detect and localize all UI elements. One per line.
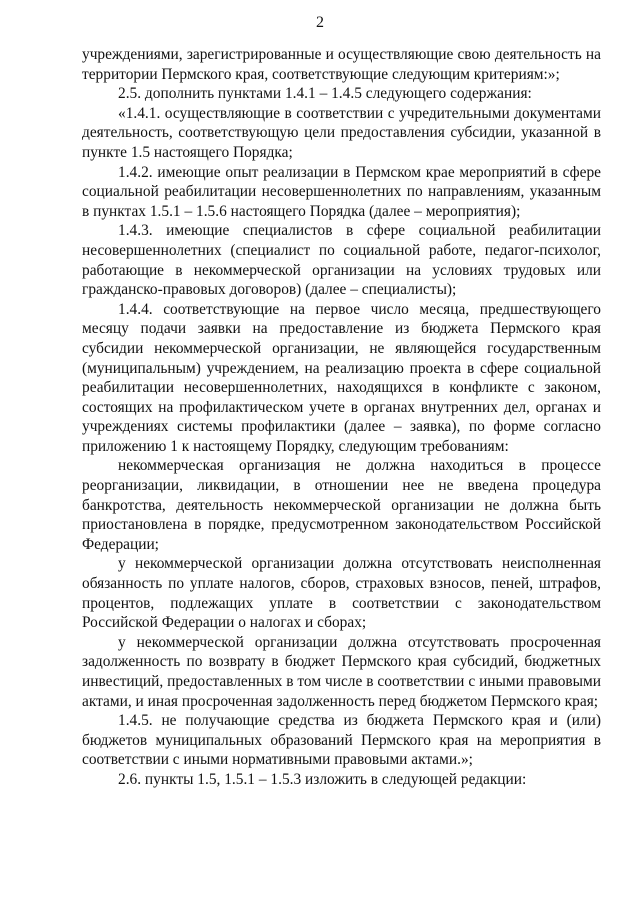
page-number: 2: [316, 14, 324, 31]
paragraph-1-4-5: 1.4.5. не получающие средства из бюджета Пермского края и (или) бюджетов муниципальных образований Пермского края на мероприятия в соответствии с иными нормативными правовыми актами.»;: [82, 712, 601, 769]
requirement-no-tax-debt: у некоммерческой организации должна отсутствовать неисполненная обязанность по уплате налогов, сборов, страховых взносов, пеней, штрафов, процентов, подлежащих уплате в соответствии с законодательством Российской Федерации о налогах и сборах;: [82, 555, 601, 632]
paragraph-1-4-3: 1.4.3. имеющие специалистов в сфере социальной реабилитации несовершеннолетних (специалист по социальной работе, педагог-психолог, работающие в некоммерческой организации на условиях трудовых или гражданско-правовых договоров) (далее – специалисты);: [82, 222, 601, 299]
paragraph-2-6: 2.6. пункты 1.5, 1.5.1 – 1.5.3 изложить в следующей редакции:: [118, 770, 527, 788]
paragraph-2-5: 2.5. дополнить пунктами 1.4.1 – 1.4.5 следующего содержания:: [118, 85, 532, 103]
requirement-no-budget-debt: у некоммерческой организации должна отсутствовать просроченная задолженность по возврату в бюджет Пермского края субсидий, бюджетных инвестиций, предоставленных в том числе в соответствии с иными правовыми актами, и иная просроченная задолженность перед бюджетом Пермского края;: [82, 633, 601, 710]
paragraph-1-4-4: 1.4.4. соответствующие на первое число месяца, предшествующего месяцу подачи заявки на предоставление из бюджета Пермского края субсидии некоммерческой организации, не являющейся государственным (муниципальным) учреждением, на реализацию проекта в сфере социальной реабилитации несовершеннолетних, находящихся в конфликте с законом, состоящих на профилактическом учете в органах внутренних дел, органах и учреждениях системы профилактики (далее – заявка), по форме согласно приложению 1 к настоящему Порядку, следующим требованиям:: [82, 300, 601, 455]
paragraph-continuation: учреждениями, зарегистрированные и осуществляющие свою деятельность на территории Пермского края, соответствующие следующим критериям:»;: [82, 46, 601, 83]
paragraph-1-4-1: «1.4.1. осуществляющие в соответствии с учредительными документами деятельность, соответствующую цели предоставления субсидии, указанной в пункте 1.5 настоящего Порядка;: [82, 104, 601, 161]
paragraph-1-4-2: 1.4.2. имеющие опыт реализации в Пермском крае мероприятий в сфере социальной реабилитации несовершеннолетних по направлениям, указанным в пунктах 1.5.1 – 1.5.6 настоящего Порядка (далее – мероприятия);: [82, 163, 601, 220]
document-body: [82, 45, 601, 790]
requirement-no-reorganization: некоммерческая организация не должна находиться в процессе реорганизации, ликвидации, в отношении нее не введена процедура банкротства, деятельность некоммерческой организации не должна быть приостановлена в порядке, предусмотренном законодательством Российской Федерации;: [82, 457, 601, 553]
